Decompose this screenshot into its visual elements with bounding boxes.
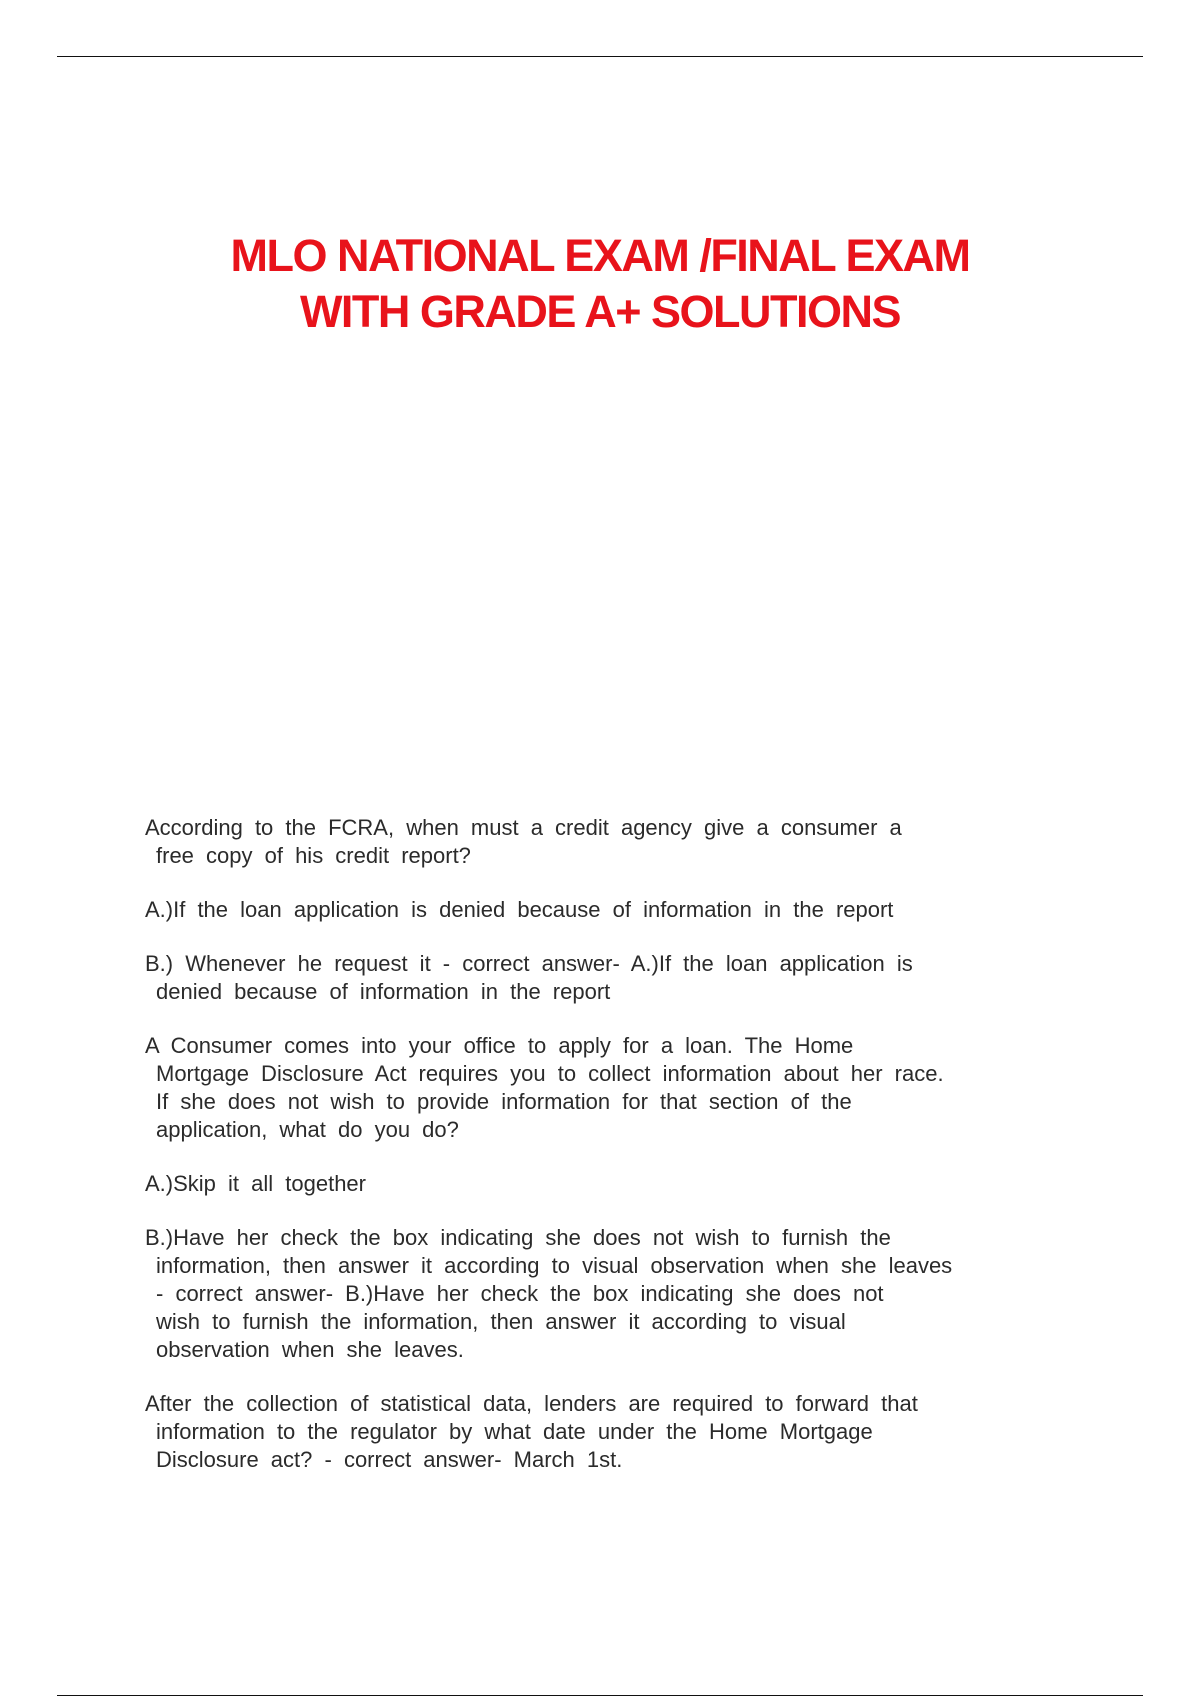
text-line: information to the regulator by what date under the Home Mortgage [156, 1419, 873, 1444]
text-line: B.)Have her check the box indicating she does not wish to furnish the [145, 1225, 891, 1250]
text-line: Disclosure act? - correct answer- March 1st. [156, 1447, 623, 1472]
option-paragraph [145, 896, 1065, 924]
text-line: Mortgage Disclosure Act requires you to collect information about her race. [156, 1061, 944, 1086]
answer-paragraph [145, 950, 1065, 1006]
text-line: According to the FCRA, when must a credit agency give a consumer a [145, 815, 902, 840]
text-line: observation when she leaves. [156, 1337, 464, 1362]
title-line-1: MLO NATIONAL EXAM /FINAL EXAM [230, 230, 970, 281]
text-line: If she does not wish to provide information for that section of the [156, 1089, 852, 1114]
question-paragraph [145, 814, 1065, 870]
footer-rule [57, 1695, 1143, 1696]
text-line: denied because of information in the report [156, 979, 611, 1004]
text-line: After the collection of statistical data, lenders are required to forward that [145, 1391, 918, 1416]
text-line: B.) Whenever he request it - correct answer- A.)If the loan application is [145, 951, 913, 976]
text-line: A.)If the loan application is denied because of information in the report [145, 897, 894, 922]
text-line: wish to furnish the information, then answer it according to visual [156, 1309, 846, 1334]
question-answer-paragraph [145, 1390, 1065, 1474]
document-body [145, 814, 1065, 1500]
text-line: - correct answer- B.)Have her check the box indicating she does not [156, 1281, 884, 1306]
text-line: A Consumer comes into your office to apply for a loan. The Home [145, 1033, 854, 1058]
answer-paragraph [145, 1224, 1065, 1364]
document-title [0, 228, 1200, 340]
option-paragraph [145, 1170, 1065, 1198]
text-line: information, then answer it according to visual observation when she leaves [156, 1253, 953, 1278]
text-line: application, what do you do? [156, 1117, 459, 1142]
text-line: free copy of his credit report? [156, 843, 471, 868]
text-line: A.)Skip it all together [145, 1171, 366, 1196]
title-line-2: WITH GRADE A+ SOLUTIONS [299, 286, 901, 337]
header-rule [57, 56, 1143, 57]
question-paragraph [145, 1032, 1065, 1144]
